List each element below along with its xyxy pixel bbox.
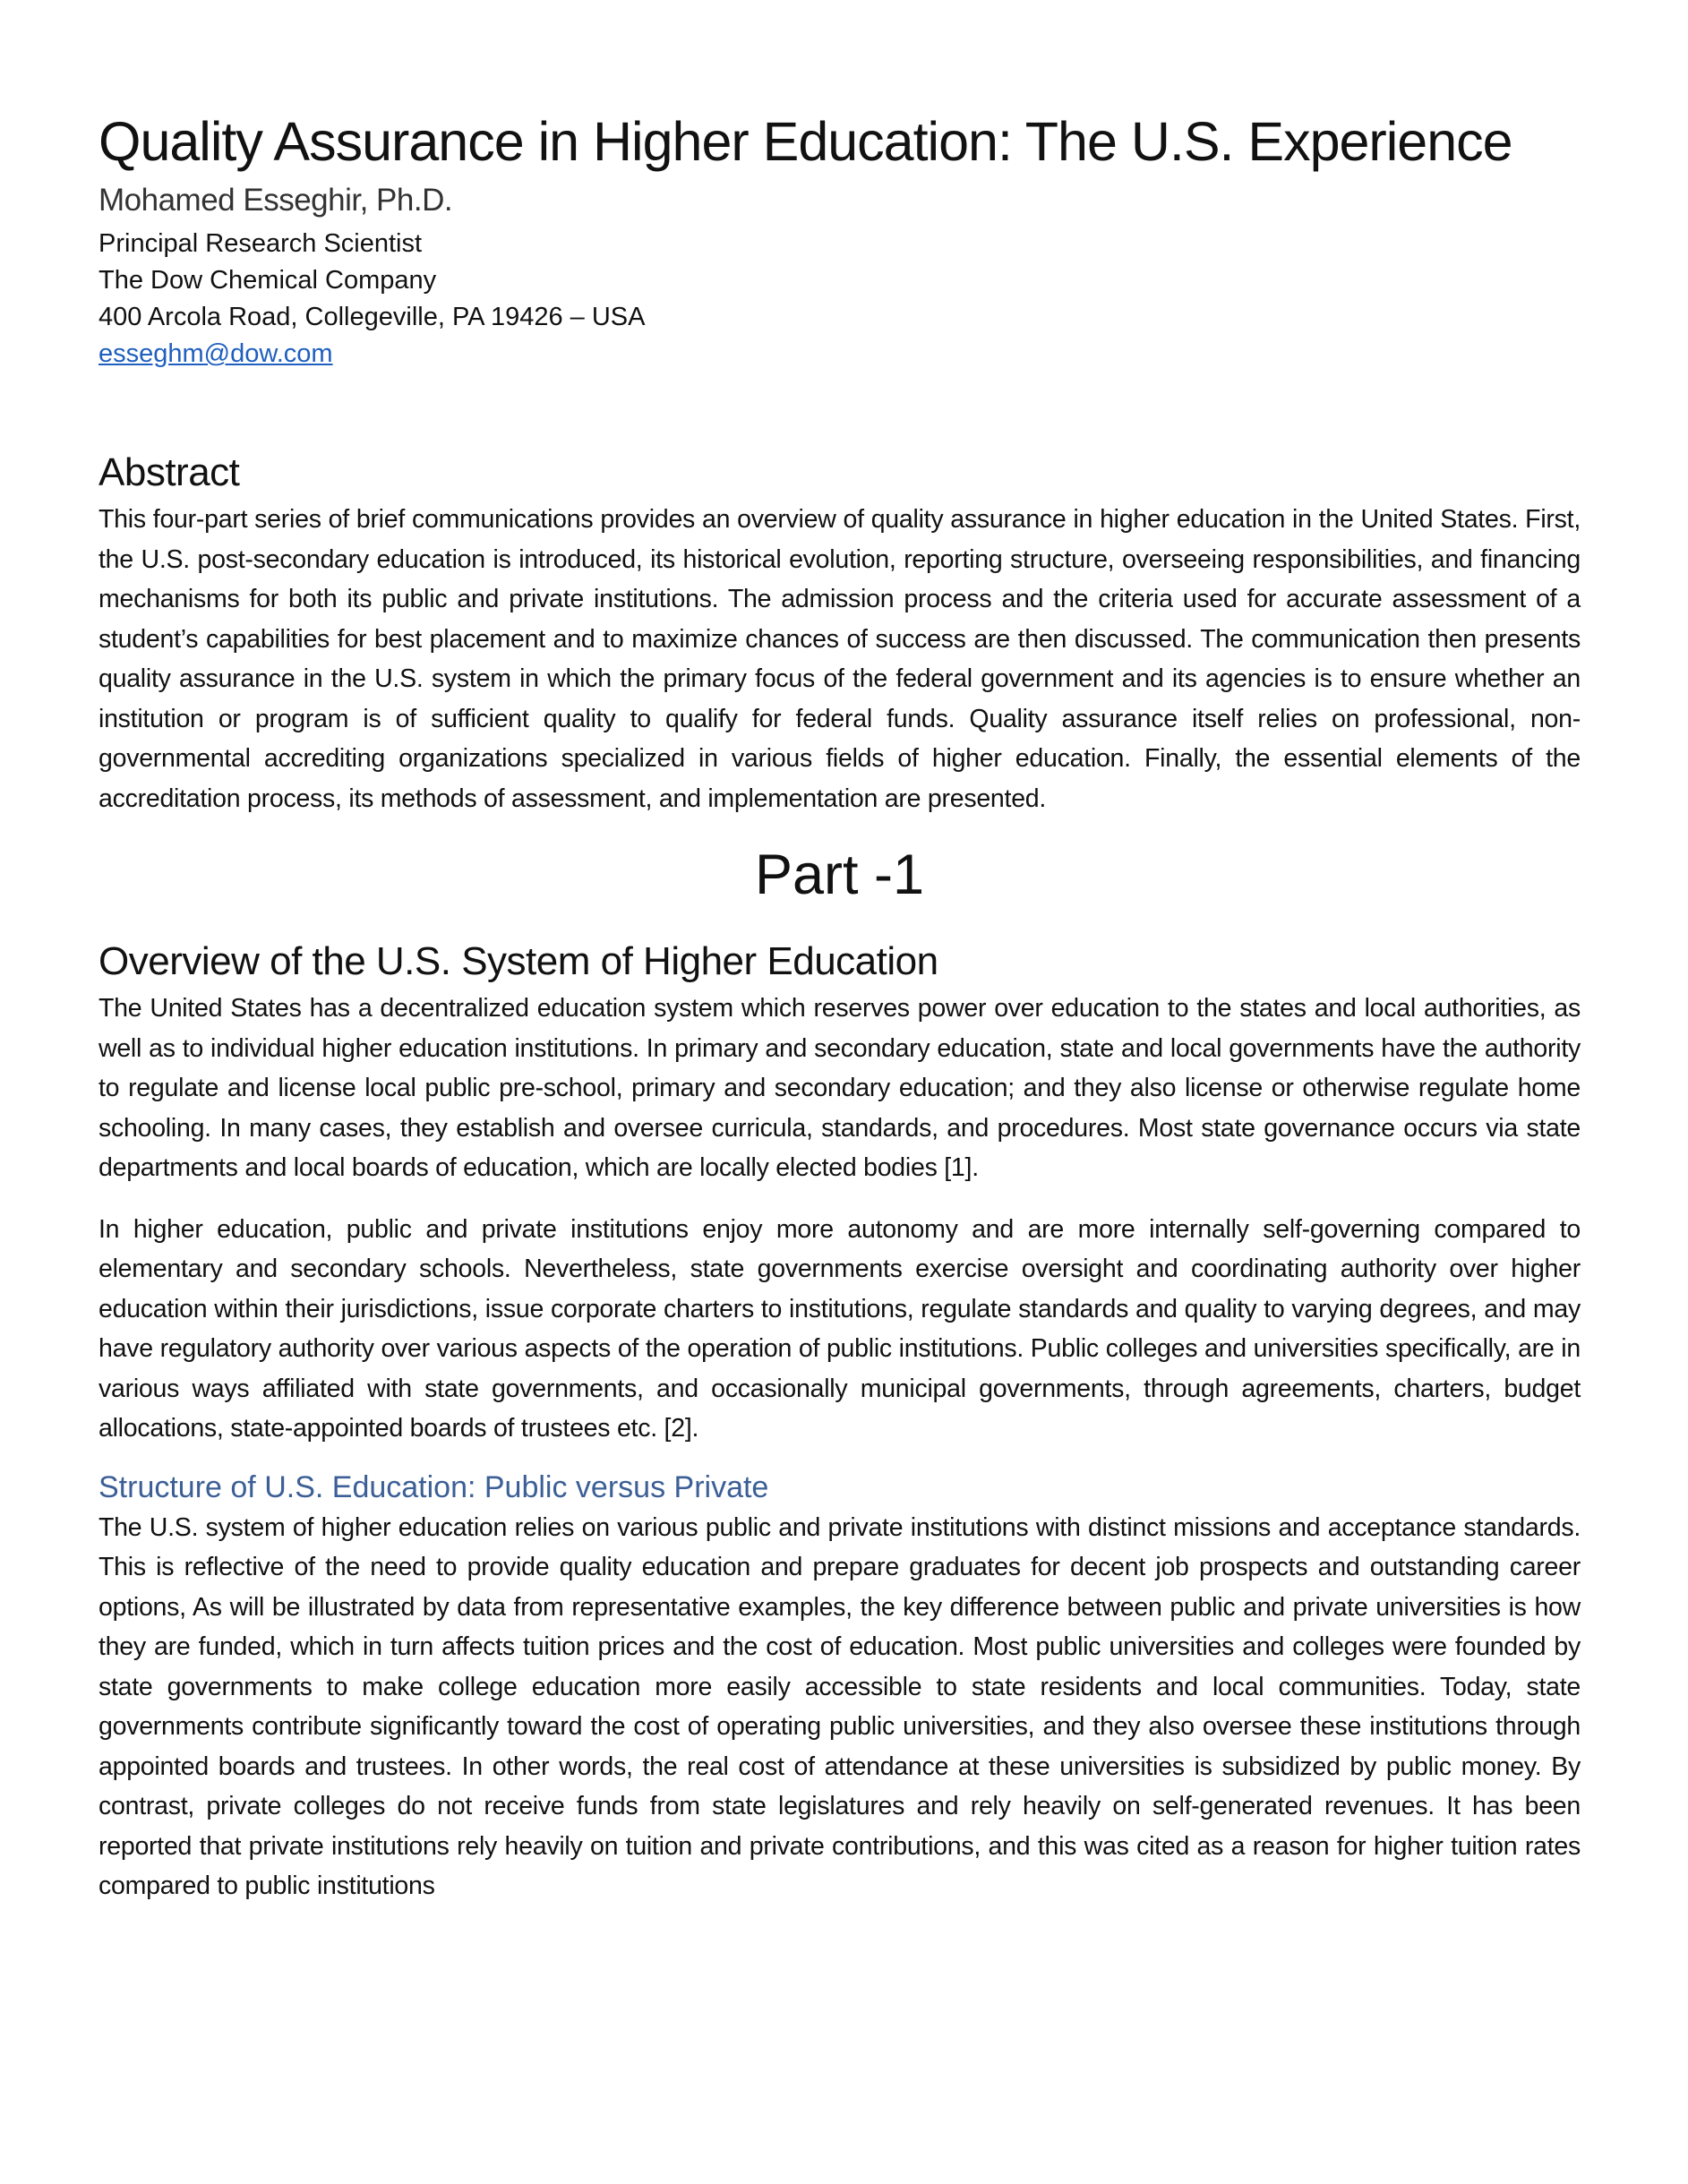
abstract-heading: Abstract: [99, 450, 240, 494]
overview-heading: Overview of the U.S. System of Higher Education: [99, 939, 938, 983]
author-address: 400 Arcola Road, Collegeville, PA 19426 – USA: [99, 303, 646, 331]
document-title: Quality Assurance in Higher Education: The U.S. Experience: [99, 111, 1512, 172]
spacer: [99, 915, 1581, 935]
document-page: [99, 100, 1581, 1906]
spacer: [99, 1449, 1581, 1467]
structure-heading: Structure of U.S. Education: Public versus Private: [99, 1469, 769, 1504]
spacer: [99, 1188, 1581, 1210]
author-email-link[interactable]: esseghm@dow.com: [99, 339, 333, 368]
overview-paragraph-2: In higher education, public and private institutions enjoy more autonomy and are more internally self-governing compared to elementary and secondary schools. Nevertheless, state governments exercise oversight and coordinating authority over higher education within their jurisdictions, issue corporate charters to institutions, regulate standards and quality to varying degrees, and may have regulatory authority over various aspects of the operation of public institutions. Public colleges and universities specifically, are in various ways affiliated with state governments, and occasionally municipal governments, through agreements, charters, budget allocations, state-appointed boards of trustees etc. [2].: [99, 1214, 1581, 1443]
author-name: Mohamed Esseghir, Ph.D.: [99, 183, 453, 218]
overview-paragraph-1: The United States has a decentralized education system which reserves power over education to the states and local authorities, as well as to individual higher education institutions. In primary and secondary education, state and local governments have the authority to regulate and license local public pre-school, primary and secondary education; and they also license or otherwise regulate home schooling. In many cases, they establish and oversee curricula, standards, and procedures. Most state governance occurs via state departments and local boards of education, which are locally elected bodies [1].: [99, 994, 1581, 1182]
spacer: [99, 818, 1581, 835]
author-position: Principal Research Scientist: [99, 229, 423, 258]
author-organization: The Dow Chemical Company: [99, 266, 437, 295]
structure-paragraph: The U.S. system of higher education relies on various public and private institutions with distinct missions and acceptance standards. This is reflective of the need to provide quality education and prepare graduates for decent job prospects and outstanding career options, As will be illustrated by data from representative examples, the key difference between public and private universities is how they are funded, which in turn affects tuition prices and the cost of education. Most public universities and colleges were founded by state governments to make college education more easily accessible to state residents and local communities. Today, state governments contribute significantly toward the cost of operating public universities, and they also oversee these institutions through appointed boards and trustees. In other words, the real cost of attendance at these universities is subsidized by public money. By contrast, private colleges do not receive funds from state legislatures and rely heavily on self-generated revenues. It has been reported that private institutions rely heavily on tuition and private contributions, and this was cited as a reason for higher tuition rates compared to public institutions: [99, 1512, 1581, 1900]
part-heading: Part -1: [754, 844, 925, 906]
spacer: [99, 373, 1581, 446]
abstract-text: This four-part series of brief communications provides an overview of quality assurance in higher education in the United States. First, the U.S. post-secondary education is introduced, its historical evolution, reporting structure, overseeing responsibilities, and financing mechanisms for both its public and private institutions. The admission process and the criteria used for accurate assessment of a student’s capabilities for best placement and to maximize chances of success are then discussed. The communication then presents quality assurance in the U.S. system in which the primary focus of the federal government and its agencies is to ensure whether an institution or program is of sufficient quality to qualify for federal funds. Quality assurance itself relies on professional, non-governmental accrediting organizations specialized in various fields of higher education. Finally, the essential elements of the accreditation process, its methods of assessment, and implementation are presented.: [99, 505, 1581, 813]
